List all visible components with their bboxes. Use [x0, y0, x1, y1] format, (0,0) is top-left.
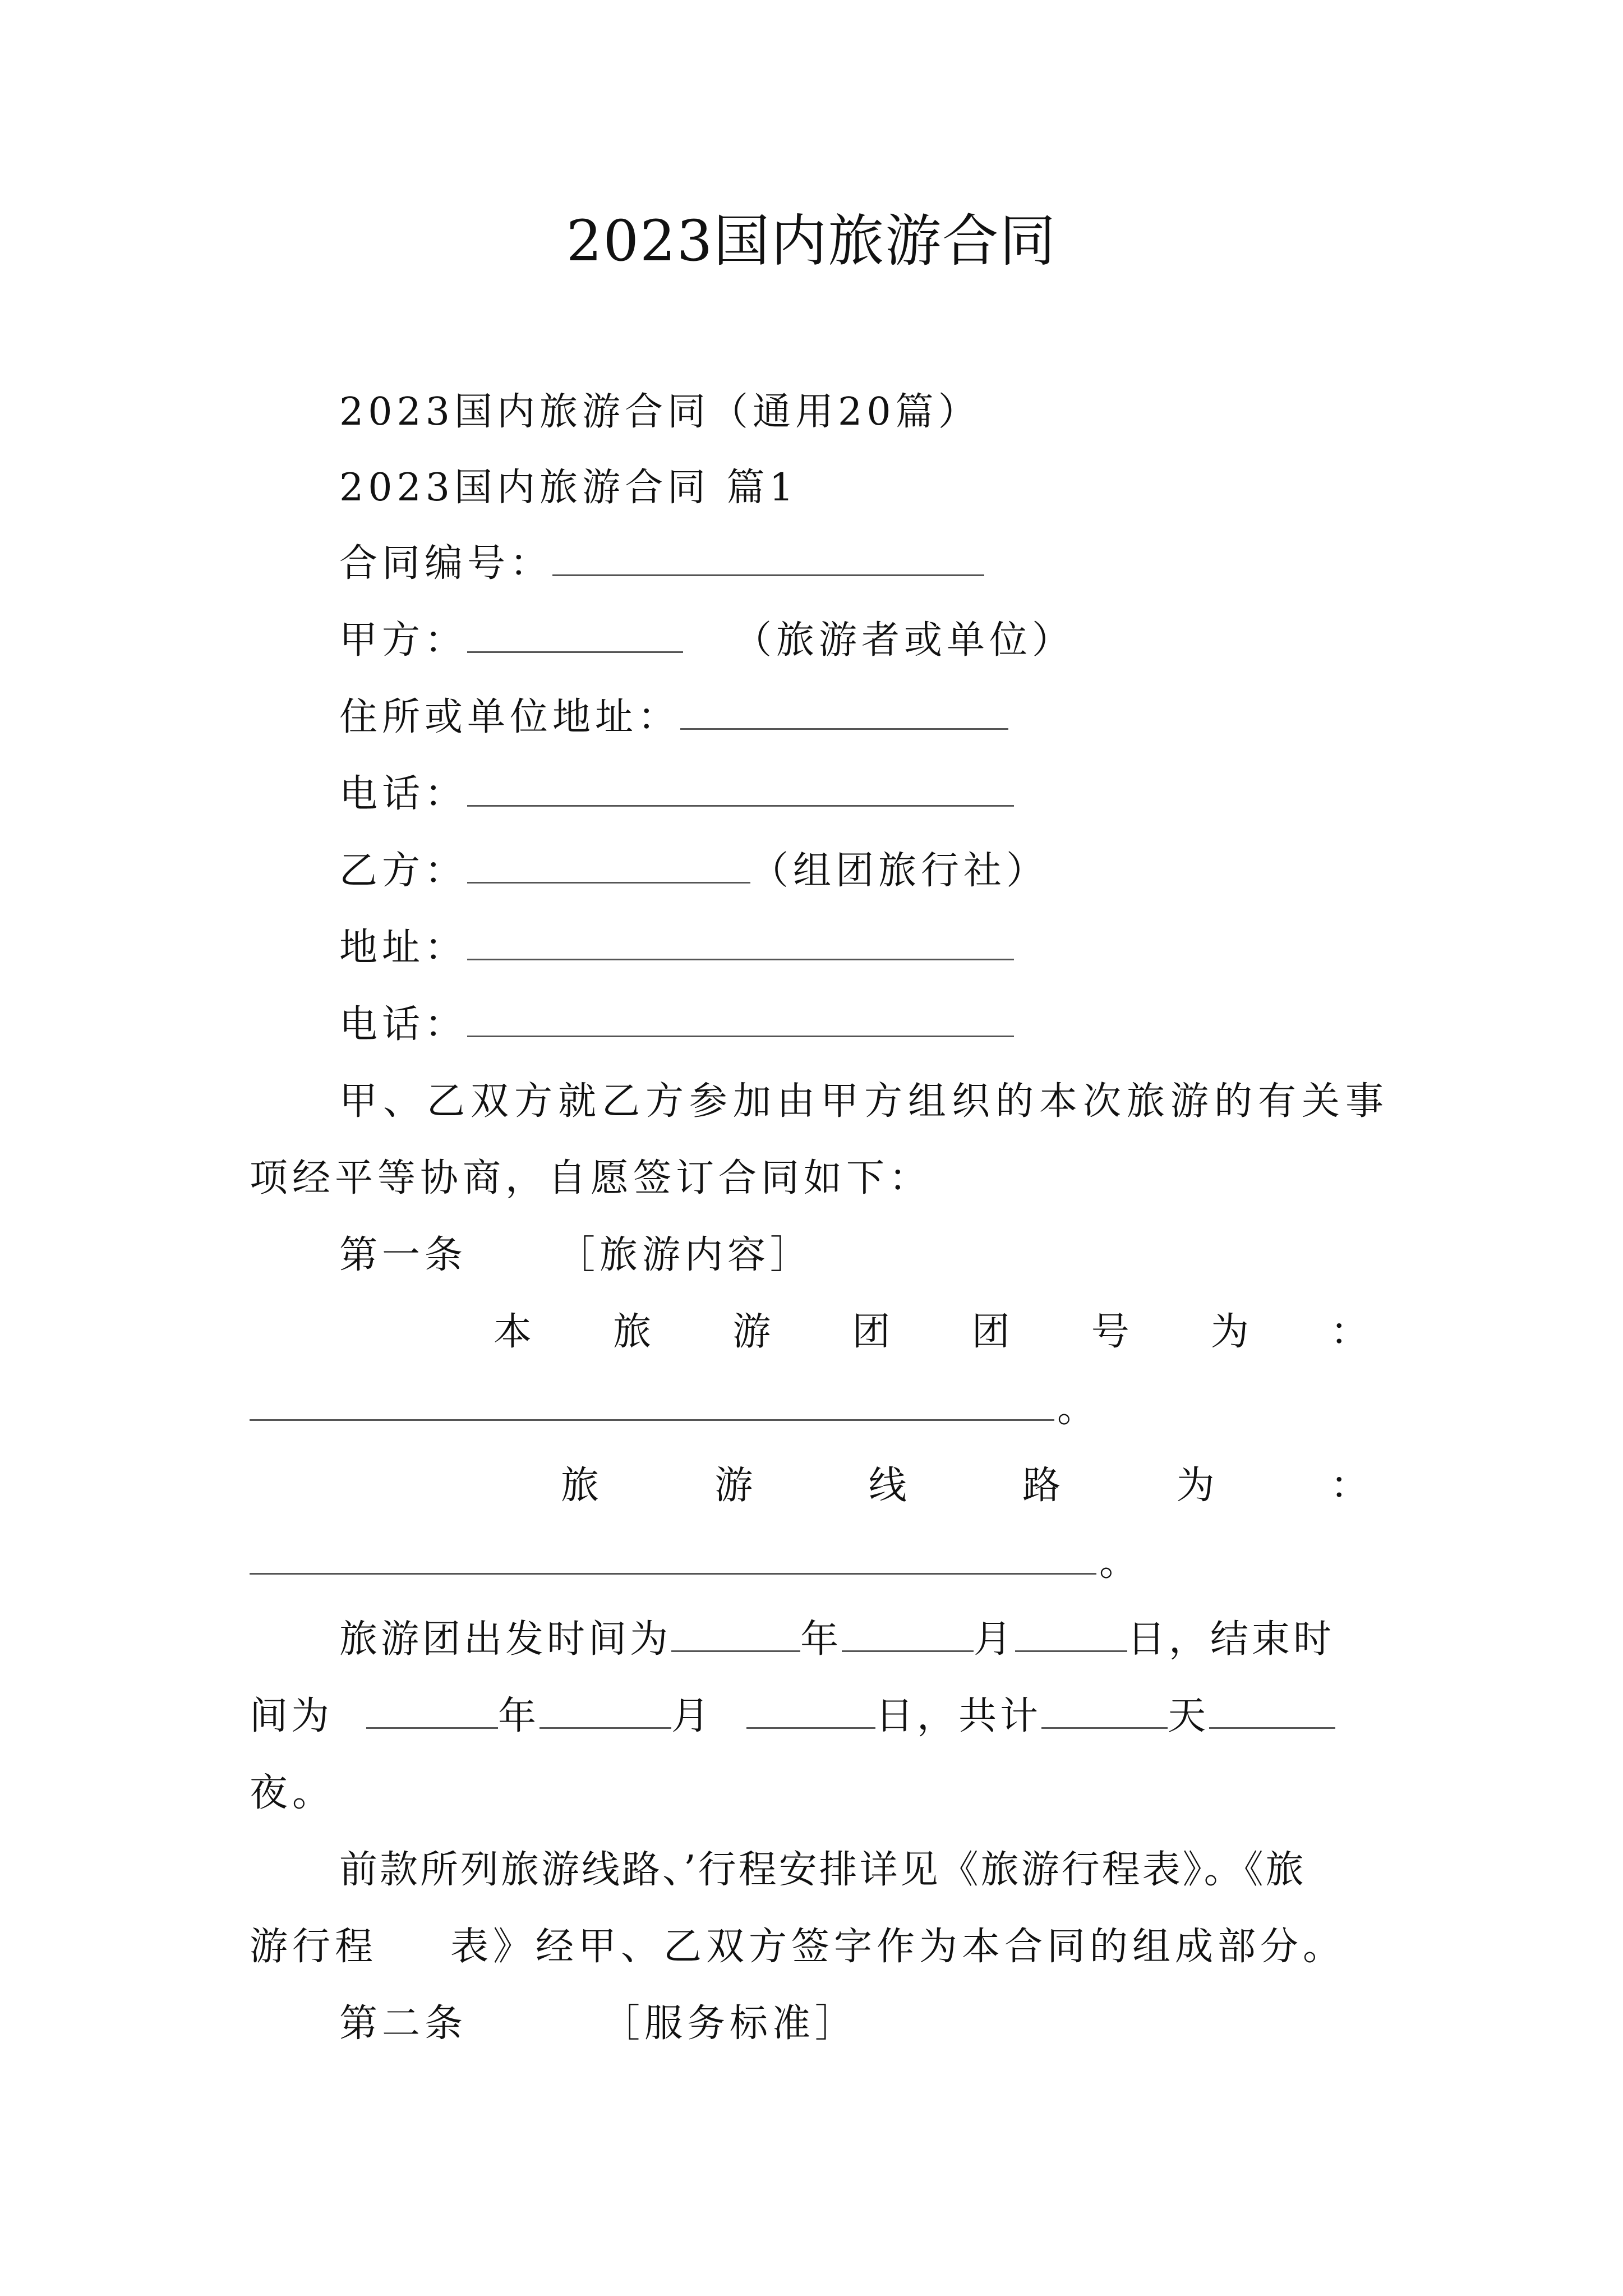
party-a-phone-label: 电话： — [339, 772, 468, 816]
party-a-phone-blank — [467, 770, 1014, 807]
article-2-title: ［服务标准］ — [602, 2001, 858, 2046]
route-period: 。 — [1099, 1540, 1142, 1585]
itinerary-line-2b: 表》经甲、乙双方签字作为本合同的组成部分。 — [450, 1925, 1346, 1969]
group-number-char: 号 — [1091, 1310, 1129, 1354]
party-a-phone-row — [339, 769, 1014, 820]
departure-row — [339, 1614, 1335, 1665]
depart-year-blank — [671, 1616, 800, 1652]
contract-number-row — [339, 539, 984, 589]
route-char: 线 — [868, 1464, 907, 1508]
total-nights-blank — [1209, 1692, 1335, 1729]
article-1-heading — [339, 1230, 813, 1281]
party-b-label: 乙方： — [339, 849, 468, 893]
group-number-char: ： — [1330, 1310, 1368, 1354]
group-number-char: 为 — [1210, 1310, 1249, 1354]
party-b-address-label: 地址： — [339, 926, 468, 970]
party-b-phone-label: 电话： — [339, 1002, 468, 1047]
party-a-note: （旅游者或单位） — [734, 618, 1075, 662]
group-number-row — [494, 1307, 1368, 1358]
party-a-row — [339, 615, 1075, 666]
contract-number-label: 合同编号： — [339, 541, 553, 586]
party-a-label: 甲方： — [339, 618, 468, 662]
itinerary-line-1: 前款所列旅游线路、’行程安排详见《旅游行程表》。《旅 — [339, 1848, 1306, 1892]
party-b-phone-row — [339, 1000, 1014, 1050]
itinerary-line-2 — [250, 1922, 1345, 1972]
article-1-label: 第一条 — [339, 1233, 468, 1277]
end-year-unit: 年 — [498, 1694, 540, 1738]
party-a-address-blank — [680, 693, 1008, 730]
group-number-char: 本 — [494, 1310, 532, 1354]
route-row — [561, 1461, 1368, 1511]
end-prefix: 间为 — [250, 1694, 333, 1738]
depart-day-unit: 日，结束时 — [1127, 1617, 1335, 1662]
party-b-address-row — [339, 923, 1014, 973]
route-char: 旅 — [561, 1464, 600, 1508]
group-number-char: 游 — [732, 1310, 771, 1354]
group-number-char: 旅 — [613, 1310, 652, 1354]
party-b-blank — [467, 847, 750, 884]
itinerary-line-2a: 游行程 — [250, 1925, 378, 1969]
part-heading: 2023国内旅游合同 篇1 — [339, 466, 798, 510]
depart-month-unit: 月 — [974, 1617, 1016, 1662]
party-b-note: （组团旅行社） — [750, 849, 1049, 893]
end-row — [250, 1691, 1335, 1742]
article-1-title: ［旅游内容］ — [557, 1233, 813, 1277]
depart-year-unit: 年 — [800, 1617, 842, 1662]
nights-line: 夜。 — [250, 1771, 335, 1815]
contract-number-blank — [552, 540, 984, 576]
article-2-label: 第二条 — [339, 2001, 468, 2046]
total-days-blank — [1041, 1692, 1168, 1729]
total-days-prefix: 日，共计 — [875, 1694, 1042, 1738]
depart-day-blank — [1015, 1616, 1127, 1652]
route-char: 游 — [714, 1464, 753, 1508]
depart-month-blank — [842, 1616, 974, 1652]
route-blank — [250, 1571, 1096, 1575]
end-day-blank — [746, 1692, 875, 1729]
days-unit: 天 — [1168, 1694, 1210, 1738]
subtitle: 2023国内旅游合同（通用20篇） — [339, 390, 981, 434]
article-2-heading — [339, 1999, 857, 2049]
intro-line-1: 甲、乙双方就乙方参加由甲方组织的本次旅游的有关事 — [339, 1079, 1390, 1124]
party-b-phone-blank — [467, 1001, 1014, 1037]
route-char: 为 — [1176, 1464, 1215, 1508]
group-number-char: 团 — [971, 1310, 1010, 1354]
group-number-blank — [250, 1418, 1054, 1421]
party-a-address-row — [339, 692, 1008, 743]
group-number-char: 团 — [852, 1310, 891, 1354]
end-month-unit: 月 — [671, 1694, 713, 1738]
departure-prefix: 旅游团出发时间为 — [339, 1617, 672, 1662]
group-number-period: 。 — [1057, 1387, 1100, 1431]
route-char: ： — [1330, 1464, 1368, 1508]
party-a-address-label: 住所或单位地址： — [339, 695, 681, 739]
party-b-row — [339, 846, 1049, 896]
intro-line-2: 项经平等协商，自愿签订合同如下： — [250, 1156, 932, 1200]
end-year-blank — [366, 1692, 498, 1729]
end-month-blank — [540, 1692, 671, 1729]
route-char: 路 — [1022, 1464, 1061, 1508]
party-b-address-blank — [467, 924, 1014, 960]
document-title: 2023国内旅游合同 — [566, 208, 1057, 274]
party-a-blank — [467, 616, 683, 653]
